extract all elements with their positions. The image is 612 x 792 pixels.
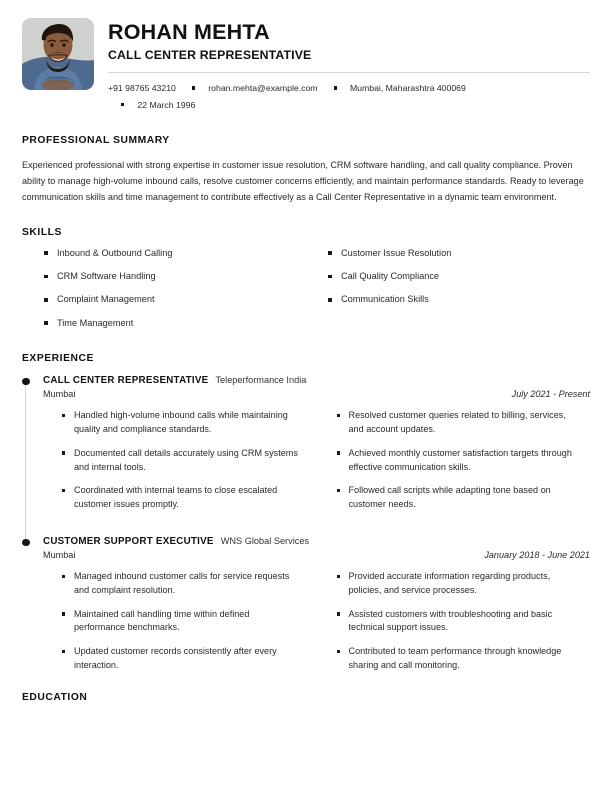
experience-company: WNS Global Services (220, 536, 310, 547)
skills-columns (22, 247, 590, 341)
contact-birth-date: 22 March 1996 (137, 99, 196, 110)
experience-entry-header (43, 375, 590, 386)
experience-entry-subheader (43, 550, 590, 560)
experience-bullets-left (43, 409, 317, 522)
contact-phone: +91 98765 43210 (108, 83, 176, 94)
experience-dates: January 2018 - June 2021 (484, 550, 590, 561)
contact-email[interactable]: rohan.mehta@example.com (208, 83, 318, 94)
experience-timeline (22, 375, 590, 683)
list-item: Updated customer records consistently after every interaction. (62, 645, 301, 673)
header-text-block (94, 18, 590, 113)
list-item: Handled high-volume inbound calls while maintaining quality and compliance standards. (62, 409, 301, 437)
experience-role: CUSTOMER SUPPORT EXECUTIVE (43, 536, 214, 548)
list-item: Coordinated with internal teams to close escalated customer issues promptly. (62, 484, 301, 512)
experience-location: Mumbai (43, 389, 76, 400)
separator-dot-icon (334, 86, 337, 89)
section-heading-education: EDUCATION (22, 691, 88, 703)
resume-header (0, 0, 612, 113)
list-item: CRM Software Handling (44, 270, 306, 283)
profile-photo (22, 18, 94, 90)
list-item: Communication Skills (328, 293, 590, 306)
skills-column-right (306, 247, 590, 341)
experience-bullets-right (317, 409, 591, 522)
section-heading-experience: EXPERIENCE (22, 353, 94, 365)
list-item: Inbound & Outbound Calling (44, 247, 306, 260)
header-divider (108, 72, 590, 73)
contact-location: Mumbai, Maharashtra 400069 (349, 83, 466, 94)
list-item: Complaint Management (44, 293, 306, 306)
experience-company: Teleperformance India (215, 375, 307, 386)
education-section (0, 692, 612, 703)
experience-bullets-right (317, 570, 591, 683)
experience-entry (22, 536, 590, 683)
experience-bullets (43, 409, 590, 522)
section-heading-summary: PROFESSIONAL SUMMARY (22, 135, 170, 147)
timeline-line (25, 384, 26, 540)
list-item: Maintained call handling time within defined performance benchmarks. (62, 608, 301, 636)
list-item: Managed inbound customer calls for service requests and complaint resolution. (62, 570, 301, 598)
list-item: Time Management (44, 317, 306, 330)
timeline-dot-icon (22, 378, 30, 386)
list-item: Call Quality Compliance (328, 270, 590, 283)
candidate-job-title: CALL CENTER REPRESENTATIVE (108, 48, 312, 63)
experience-entry (22, 375, 590, 536)
list-item: Customer Issue Resolution (328, 247, 590, 260)
experience-location: Mumbai (43, 550, 76, 561)
skills-column-left (22, 247, 306, 341)
professional-summary-section (0, 135, 612, 206)
summary-paragraph: Experienced professional with strong expertise in customer issue resolution, CRM software handling, and call quality compliance. Proven ability to manage high-volume inbound calls, resolve customer concerns efficiently, and maintain performance standards. Ready to leverage communication skills and time management to contribute effectively as a Call Center Representative in a dynamic team environment. (22, 160, 584, 203)
list-item: Provided accurate information regarding products, policies, and service processes. (337, 570, 575, 598)
list-item: Assisted customers with troubleshooting and basic technical support issues. (337, 608, 575, 636)
candidate-name: ROHAN MEHTA (108, 20, 270, 44)
section-heading-skills: SKILLS (22, 226, 62, 238)
list-item: Followed call scripts while adapting tone based on customer needs. (337, 484, 575, 512)
list-item: Achieved monthly customer satisfaction targets through effective communication skills. (337, 447, 575, 475)
experience-role: CALL CENTER REPRESENTATIVE (43, 375, 209, 387)
experience-entry-header (43, 536, 590, 547)
experience-section (0, 353, 612, 683)
skills-section (0, 227, 612, 341)
separator-dot-icon (121, 103, 124, 106)
list-item: Resolved customer queries related to billing, services, and account updates. (337, 409, 575, 437)
experience-bullets (43, 570, 590, 683)
experience-dates: July 2021 - Present (511, 389, 590, 400)
experience-entry-subheader (43, 389, 590, 399)
contact-info (108, 80, 590, 113)
separator-dot-icon (192, 86, 195, 89)
timeline-dot-icon (22, 539, 30, 547)
experience-bullets-left (43, 570, 317, 683)
list-item: Contributed to team performance through knowledge sharing and call monitoring. (337, 645, 575, 673)
list-item: Documented call details accurately using CRM systems and internal tools. (62, 447, 301, 475)
